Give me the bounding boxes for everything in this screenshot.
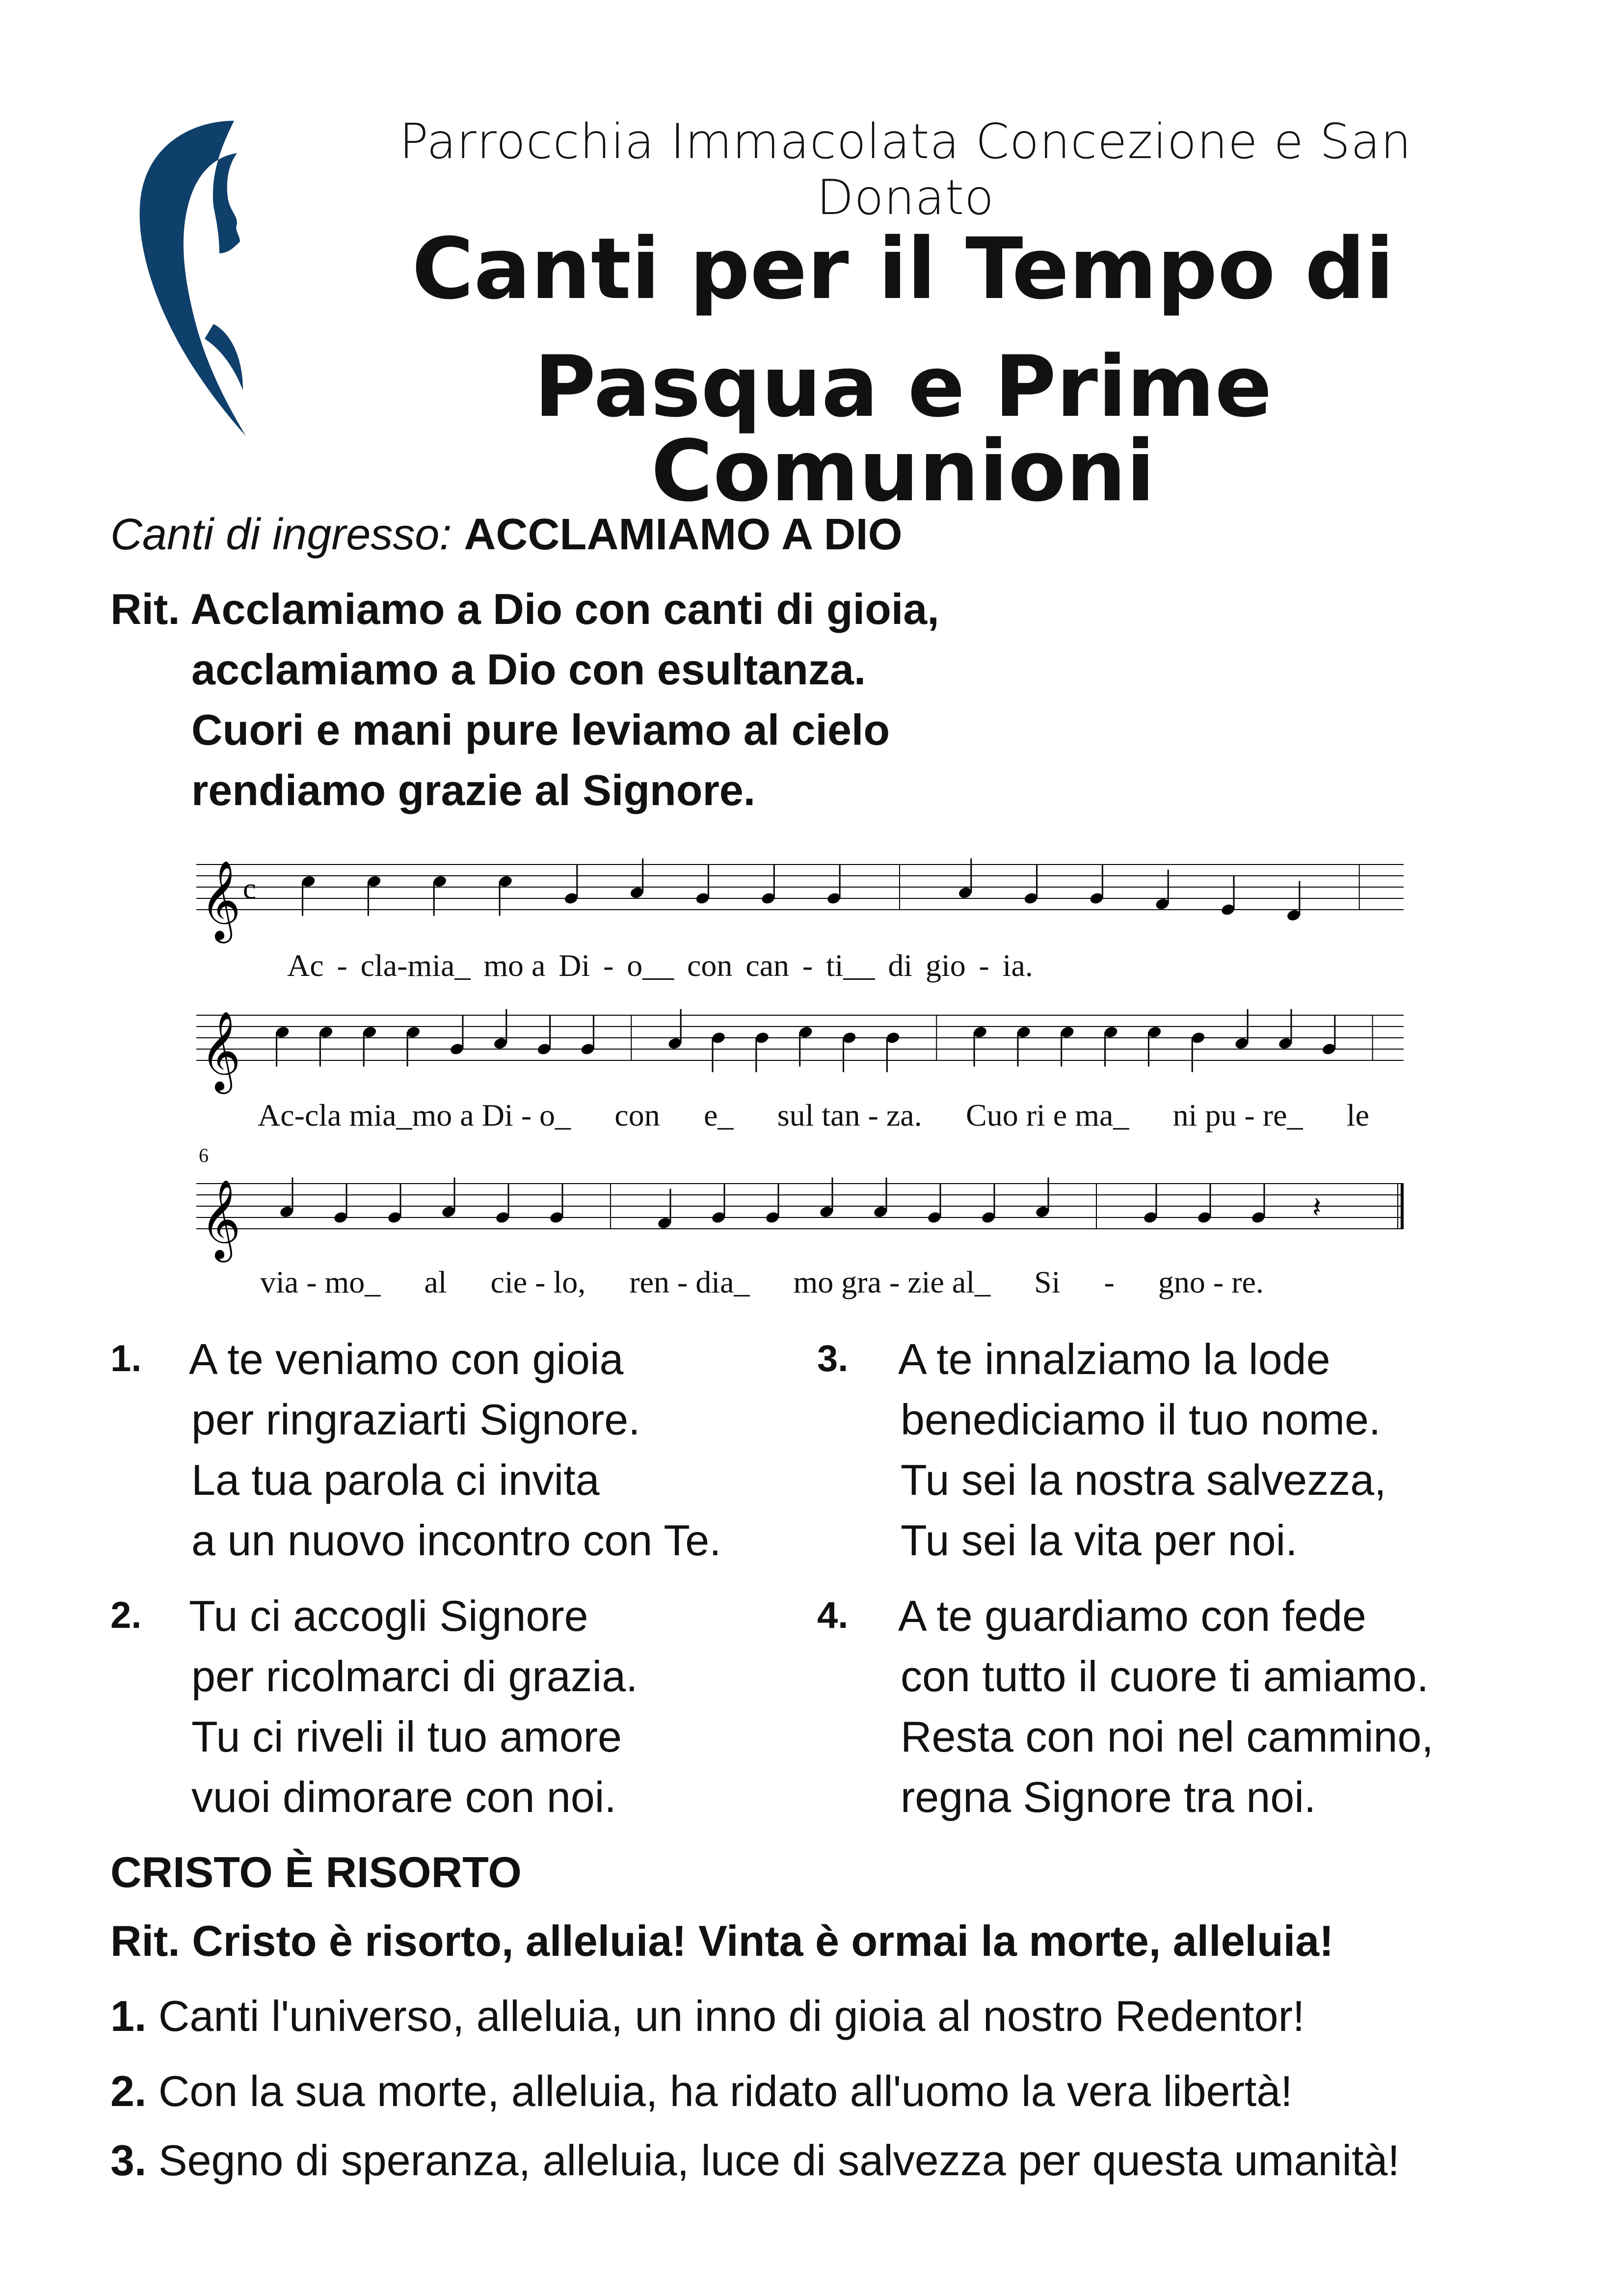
- verse-line: benediciamo il tuo nome.: [901, 1395, 1381, 1444]
- lyric-syllable: Cuo ri e ma_: [966, 1098, 1129, 1133]
- lyric-syllable: -: [603, 948, 614, 983]
- verse-line: La tua parola ci invita: [191, 1456, 600, 1504]
- time-signature: c: [243, 872, 256, 905]
- lyric-syllable: Ac-cla mia_mo a Di - o_: [258, 1098, 571, 1133]
- verse-number: 4.: [817, 1594, 849, 1636]
- lyric-syllable: can: [745, 948, 790, 983]
- song2-verse: 1. Canti l'universo, alleluia, un inno di gioia al nostro Redentor!: [110, 1992, 1305, 2040]
- verse-line: per ricolmarci di grazia.: [191, 1652, 638, 1701]
- score-staves: [177, 832, 1426, 1318]
- song2-verse: 3. Segno di speranza, alleluia, luce di salvezza per questa umanità!: [110, 2136, 1400, 2185]
- rest-icon: 𝄽: [1312, 1191, 1322, 1224]
- lyric-syllable: mo gra - zie al_: [793, 1265, 991, 1299]
- lyric-syllable: ren - dia_: [629, 1265, 750, 1299]
- lyric-syllable: cie - lo,: [490, 1265, 586, 1299]
- refrain-line: Cuori e mani pure leviamo al cielo: [191, 705, 890, 754]
- verse-line: regna Signore tra noi.: [901, 1773, 1316, 1821]
- verse-line: A te innalziamo la lode: [898, 1335, 1330, 1383]
- lyric-syllable: al: [424, 1265, 447, 1299]
- verse-number: 1.: [110, 1338, 142, 1379]
- lyric-syllable: di: [888, 948, 913, 983]
- song-category-label: Canti di ingresso:: [110, 510, 452, 559]
- page-title-line1: Canti per il Tempo di: [412, 219, 1394, 318]
- refrain-line: rendiamo grazie al Signore.: [191, 766, 756, 814]
- score-lyrics-line: [258, 1097, 1369, 1134]
- treble-clef-icon: 𝄞: [200, 1179, 241, 1259]
- verse-line: vuoi dimorare con noi.: [191, 1773, 616, 1821]
- verse-number: 2.: [110, 1594, 142, 1636]
- verse-line: per ringraziarti Signore.: [191, 1395, 640, 1444]
- lyric-syllable: Ac: [287, 948, 324, 983]
- score-lyrics-line: [287, 947, 1033, 984]
- song2-refrain: Rit. Cristo è risorto, alleluia! Vinta è ormai la morte, alleluia!: [110, 1917, 1334, 1965]
- lyric-syllable: -: [337, 948, 347, 983]
- page-title-line2: Pasqua e Prime Comunioni: [534, 337, 1272, 520]
- lyric-syllable: Si: [1034, 1265, 1061, 1299]
- lyric-syllable: ni pu - re_: [1172, 1098, 1303, 1133]
- verse-line: Tu ci accogli Signore: [189, 1592, 588, 1640]
- lyric-syllable: cla-mia_: [360, 948, 471, 983]
- verse-line: A te veniamo con gioia: [189, 1335, 624, 1383]
- refrain-prefix: Rit.: [110, 585, 180, 633]
- lyric-syllable: -: [1104, 1265, 1115, 1299]
- lyric-syllable: con: [614, 1098, 660, 1133]
- lyric-syllable: mo a: [483, 948, 546, 983]
- song2-title: CRISTO È RISORTO: [110, 1848, 522, 1896]
- verse-line: con tutto il cuore ti amiamo.: [901, 1652, 1429, 1701]
- lyric-syllable: o__: [627, 948, 674, 983]
- lyric-syllable: ia.: [1002, 948, 1033, 983]
- verse-line: Tu sei la nostra salvezza,: [901, 1456, 1386, 1504]
- refrain-line: acclamiamo a Dio con esultanza.: [191, 645, 866, 694]
- lyric-syllable: gno - re.: [1158, 1265, 1264, 1299]
- treble-clef-icon: 𝄞: [200, 1011, 241, 1091]
- refrain-line: Acclamiamo a Dio con canti di gioia,: [190, 585, 939, 633]
- measure-number: 6: [199, 1144, 209, 1166]
- verse-line: Tu sei la vita per noi.: [901, 1516, 1298, 1565]
- verse-line: Tu ci riveli il tuo amore: [191, 1712, 622, 1761]
- parish-name: Parrocchia Immacolata Concezione e San Donato: [399, 114, 1412, 226]
- song-title: ACCLAMIAMO A DIO: [464, 510, 903, 559]
- verse-line: a un nuovo incontro con Te.: [191, 1516, 721, 1565]
- song2-verse: 2. Con la sua morte, alleluia, ha ridato all'uomo la vera libertà!: [110, 2067, 1293, 2115]
- lyric-syllable: con: [687, 948, 733, 983]
- lyric-syllable: -: [979, 948, 989, 983]
- lyric-syllable: sul tan - za.: [777, 1098, 922, 1133]
- lyric-syllable: le: [1346, 1098, 1369, 1133]
- lyric-syllable: ti__: [825, 948, 875, 983]
- verse-line: Resta con noi nel cammino,: [901, 1712, 1434, 1761]
- lyric-syllable: Di: [558, 948, 590, 983]
- verse-line: A te guardiamo con fede: [898, 1592, 1366, 1640]
- score-lyrics-line: [260, 1264, 1264, 1300]
- lyric-syllable: gio: [925, 948, 966, 983]
- treble-clef-icon: 𝄞: [200, 860, 241, 940]
- lyric-syllable: -: [802, 948, 813, 983]
- parish-logo-madonna: [129, 118, 281, 442]
- lyric-syllable: e_: [704, 1098, 734, 1133]
- lyric-syllable: via - mo_: [260, 1265, 381, 1299]
- song1-heading: [110, 510, 903, 559]
- music-score: [177, 832, 1426, 1318]
- verse-number: 3.: [817, 1338, 849, 1379]
